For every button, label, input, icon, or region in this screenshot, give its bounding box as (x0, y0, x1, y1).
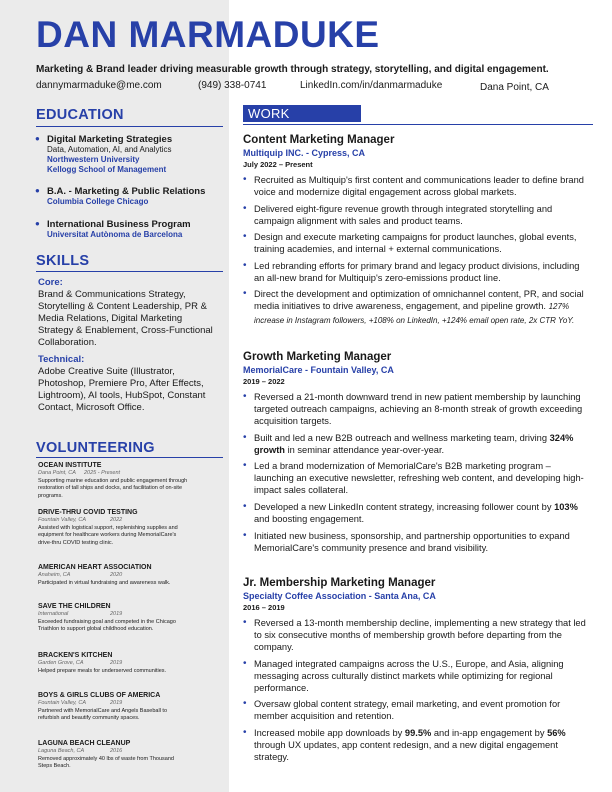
education-item (35, 186, 224, 207)
volunteer-date: 2025 - Present (84, 470, 121, 476)
volunteer-item (38, 563, 188, 587)
job-bullet (243, 288, 588, 326)
volunteer-meta (38, 611, 188, 619)
job-entry (243, 134, 588, 331)
bullet-text: Increased mobile app downloads by (254, 727, 405, 738)
bullet-highlight: 99.5% (404, 727, 432, 738)
education-item (35, 219, 224, 240)
bullet-text: through UX updates, app content redesign, and a new digital engagement strategy. (254, 740, 558, 763)
job-company: Specialty Coffee Association - Santa Ana, CA (243, 591, 436, 601)
job-bullets (243, 391, 588, 554)
job-title: Content Marketing Manager (243, 134, 395, 146)
job-bullet: • Managed integrated campaigns across the U.S., Europe, and Asia, aligning messaging across culturally distinct markets while optimizing for regional performance. (243, 658, 588, 694)
degree: International Business Program (47, 219, 191, 230)
volunteer-date: 2019 (110, 660, 123, 666)
volunteer-location: Laguna Beach, CA (38, 748, 85, 754)
education-heading: EDUCATION (36, 107, 124, 123)
school: Northwestern University (47, 155, 140, 164)
volunteer-desc: Partnered with MemorialCare and Angels Baseball to refurbish and beautify community spaces. (38, 707, 168, 721)
job-bullets (243, 174, 588, 327)
job-bullet: • Initiated new business, sponsorship, and partnership opportunities to expand MemorialCare's community presence and brand visibility. (243, 530, 588, 554)
school: Columbia College Chicago (47, 197, 149, 206)
volunteer-org: SAVE THE CHILDREN (38, 603, 111, 610)
volunteer-meta (38, 470, 188, 478)
core-skills-label: Core: (38, 277, 63, 288)
degree-detail: Data, Automation, AI, and Analytics (47, 145, 172, 154)
job-bullet (243, 501, 588, 525)
education-item (35, 134, 224, 175)
volunteer-item (38, 461, 188, 500)
bullet-icon: ● (35, 219, 40, 228)
volunteer-desc: Helped prepare meals for underserved communities. (38, 667, 167, 674)
volunteer-desc: Assisted with logistical support, replenishing supplies and equipment for healthcare workers during MemorialCare's drive-thru COVID testing clinic. (38, 524, 178, 546)
job-title: Jr. Membership Marketing Manager (243, 577, 436, 589)
volunteer-org: DRIVE-THRU COVID TESTING (38, 509, 138, 516)
volunteer-item (38, 651, 188, 675)
degree: B.A. - Marketing & Public Relations (47, 186, 206, 197)
job-bullet: • Led rebranding efforts for primary brand and legacy product divisions, including an all-new brand for Multiquip's zero-emissions product line. (243, 260, 588, 284)
job-bullet: • Delivered eight-figure revenue growth through integrated storytelling and campaign alignment with sales and product teams. (243, 203, 588, 227)
volunteer-location: Anaheim, CA (38, 572, 71, 578)
volunteer-item (38, 508, 188, 547)
volunteer-item (38, 739, 188, 771)
job-bullet: • Reversed a 13-month membership decline, implementing a new strategy that led to six consecutive months of membership growth before departing from the company. (243, 617, 588, 653)
bullet-icon: ● (35, 186, 40, 195)
volunteer-desc: Supporting marine education and public engagement through restoration of tall ships and docks, and facilitation of on-site programs. (38, 477, 188, 499)
email[interactable]: dannymarmaduke@me.com (36, 80, 162, 91)
volunteer-item (38, 691, 188, 723)
technical-skills-text: Adobe Creative Suite (Illustrator, Photoshop, Premiere Pro, After Effects, Lightroom), AI tools, HubSpot, Constant Contact, Microsoft Office. (38, 366, 206, 413)
volunteering-rule (36, 457, 223, 458)
degree: Digital Marketing Strategies (47, 134, 173, 145)
job-bullet: • Recruited as Multiquip's first content and communications leader to define brand voice and modernize digital engagement across global markets. (243, 174, 588, 198)
technical-skills-label: Technical: (38, 354, 85, 365)
skills-heading: SKILLS (36, 253, 90, 269)
job-bullet: • Reversed a 21-month downward trend in new patient membership by launching targeted outreach campaigns, achieving an 8-month streak of growth exceeding acquisition targets. (243, 391, 588, 427)
bullet-icon: ● (35, 134, 40, 143)
phone[interactable]: (949) 338-0741 (198, 80, 267, 91)
volunteer-org: BOYS & GIRLS CLUBS OF AMERICA (38, 692, 161, 699)
volunteer-org: BRACKEN'S KITCHEN (38, 652, 113, 659)
education-rule (36, 126, 223, 127)
candidate-name: DAN MARMADUKE (36, 14, 380, 55)
volunteer-meta (38, 748, 188, 756)
bullet-text: Developed a new LinkedIn content strategy, increasing follower count by (254, 501, 555, 512)
bullet-text: Direct the development and optimization of omnichannel content, PR, and social media initiatives to drive awareness, engagement, and pipeline growth. (254, 289, 584, 312)
volunteer-meta (38, 572, 188, 580)
bullet-highlight: 56% (547, 727, 566, 738)
volunteer-date: 2020 (110, 572, 123, 578)
job-title: Growth Marketing Manager (243, 351, 392, 363)
volunteer-meta (38, 700, 188, 708)
bullet-metrics: 127% increase in Instagram followers, +108% on LinkedIn, +124% email open rate, 2x CTR YoY. (254, 302, 575, 325)
work-experience-title: WORK EXPERIENCE (248, 106, 335, 138)
job-entry (243, 351, 588, 558)
volunteer-desc: Participated in virtual fundraising and awareness walk. (38, 579, 171, 586)
volunteer-date: 2019 (110, 611, 123, 617)
resume-header (36, 14, 596, 56)
bullet-text: and in-app engagement by (431, 727, 548, 738)
volunteer-org: LAGUNA BEACH CLEANUP (38, 740, 131, 747)
job-company: MemorialCare - Fountain Valley, CA (243, 365, 394, 375)
volunteer-date: 2019 (110, 700, 123, 706)
school: Kellogg School of Management (47, 165, 167, 174)
bullet-highlight: 324% growth (254, 432, 574, 455)
skills-rule (36, 271, 223, 272)
volunteer-date: 2016 (110, 748, 123, 754)
tagline: Marketing & Brand leader driving measurable growth through strategy, storytelling, and digital engagement. (36, 64, 549, 75)
location: Dana Point, CA (480, 82, 549, 93)
volunteer-location: Garden Grove, CA (38, 660, 84, 666)
volunteer-location: International (38, 611, 69, 617)
bullet-text: Built and led a new B2B outreach and wellness marketing team, driving (254, 432, 550, 443)
volunteer-meta (38, 517, 188, 525)
bullet-highlight: 103% (554, 501, 578, 512)
job-bullet: • Oversaw global content strategy, email marketing, and event promotion for member acquisition and retention. (243, 698, 588, 722)
bullet-text: in seminar attendance year-over-year. (284, 444, 445, 455)
volunteer-item (38, 602, 188, 634)
bullet-text: and boosting engagement. (254, 514, 365, 525)
job-dates: 2016 – 2019 (243, 603, 285, 612)
job-entry (243, 577, 588, 768)
job-dates: 2019 – 2022 (243, 377, 285, 386)
volunteer-location: Fountain Valley, CA (38, 517, 86, 523)
volunteer-org: AMERICAN HEART ASSOCIATION (38, 564, 152, 571)
work-experience-heading (243, 105, 361, 138)
volunteering-heading: VOLUNTEERING (36, 440, 155, 456)
linkedin-link[interactable]: LinkedIn.com/in/danmarmaduke (300, 80, 443, 91)
job-bullets (243, 617, 588, 763)
job-company: Multiquip INC. - Cypress, CA (243, 148, 366, 158)
core-skills-text: Brand & Communications Strategy, Storytelling & Content Leadership, PR & Media Relations, Digital Marketing Strategy & Enablement, Cross-Functional Collaboration. (38, 289, 213, 348)
volunteer-meta (38, 660, 188, 668)
job-bullet: • Design and execute marketing campaigns for product launches, global events, training academies, and internal + external communications. (243, 231, 588, 255)
volunteer-org: OCEAN INSTITUTE (38, 462, 102, 469)
job-dates: July 2022 – Present (243, 160, 313, 169)
job-bullet (243, 432, 588, 456)
volunteer-desc: Exceeded fundraising goal and competed in the Chicago Triathlon to support global childhood education. (38, 618, 176, 632)
volunteer-location: Dana Point, CA (38, 470, 76, 476)
volunteer-location: Fountain Valley, CA (38, 700, 86, 706)
job-bullet (243, 727, 588, 763)
volunteer-date: 2022 (110, 517, 123, 523)
school: Universitat Autònoma de Barcelona (47, 230, 183, 239)
work-experience-rule (243, 124, 593, 125)
job-bullet: • Led a brand modernization of MemorialCare's B2B marketing program – launching an executive newsletter, refreshing web content, and developing high-impact sales collateral. (243, 460, 588, 496)
volunteer-desc: Removed approximately 40 lbs of waste from Thousand Steps Beach. (38, 755, 174, 769)
